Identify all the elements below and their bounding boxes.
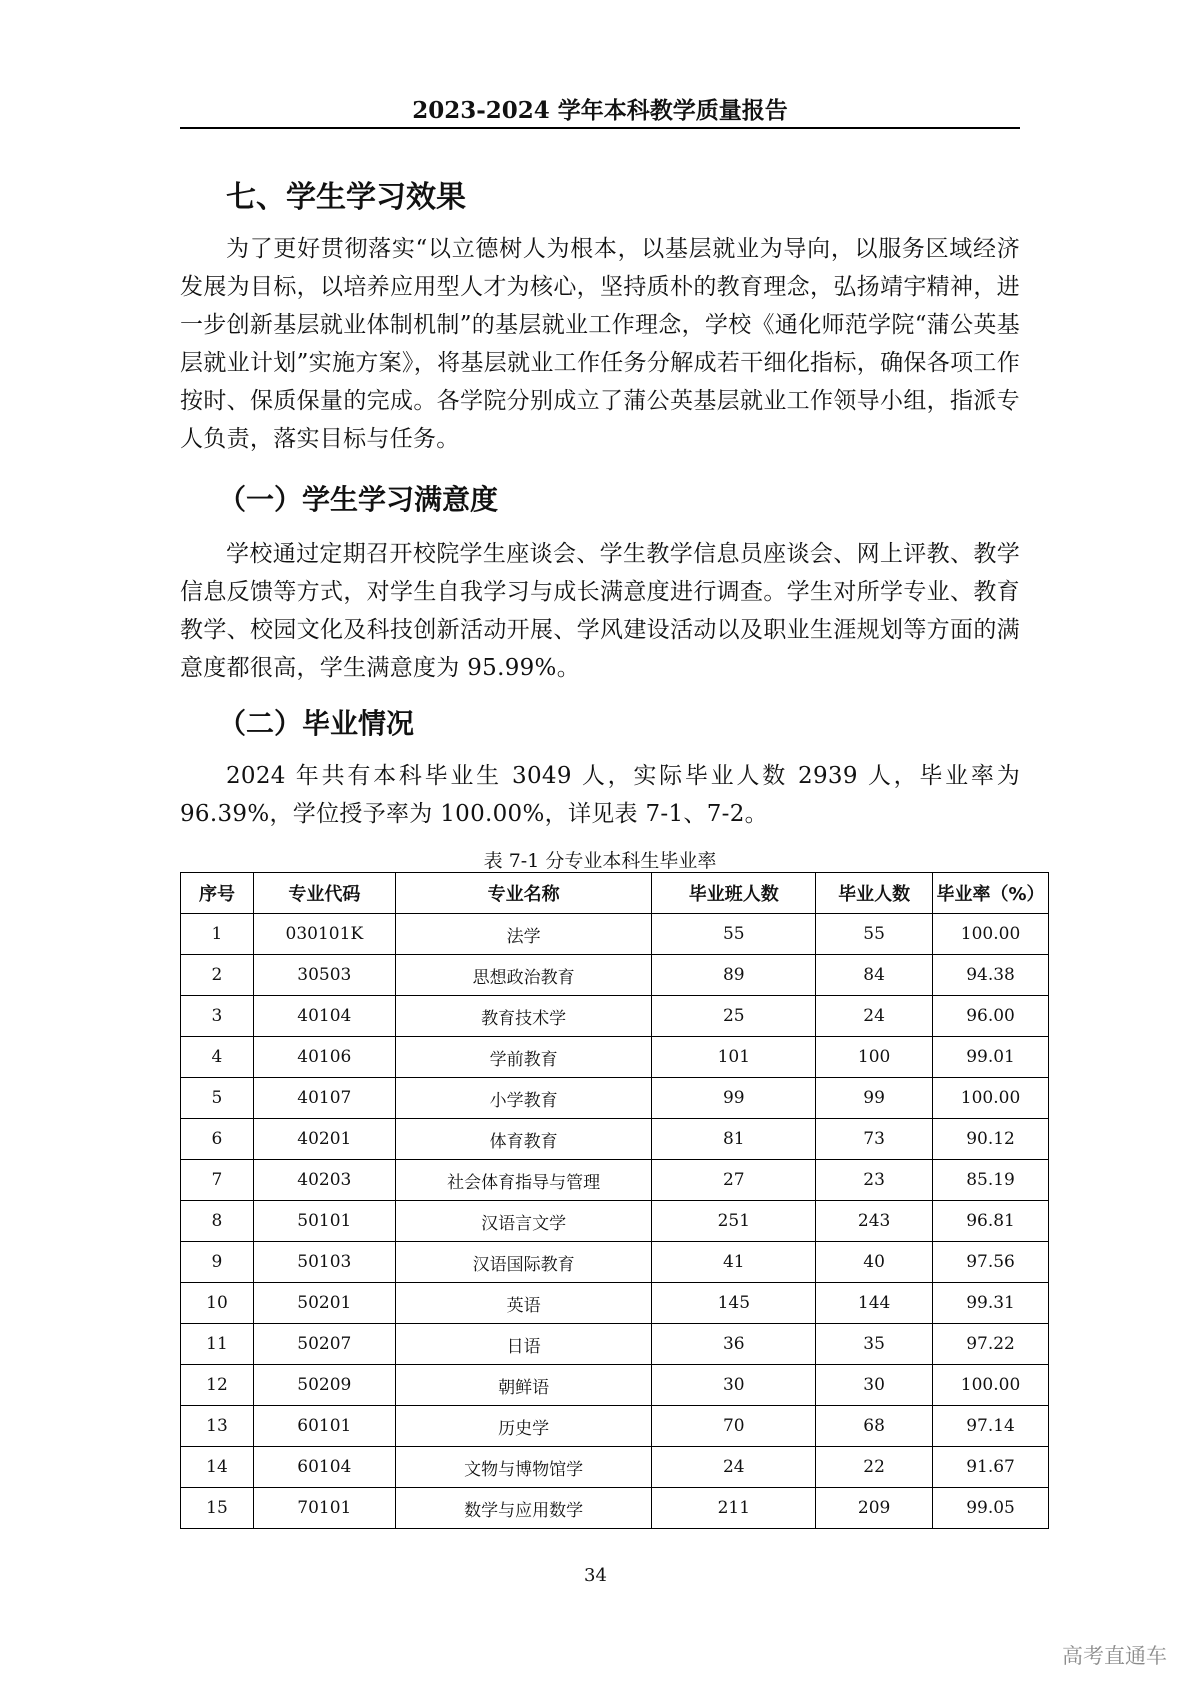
table-row	[181, 1324, 1049, 1365]
satisfaction-paragraph: 学校通过定期召开校院学生座谈会、学生教学信息员座谈会、网上评教、教学信息反馈等方式，对学生自我学习与成长满意度进行调查。学生对所学专业、教育教学、校园文化及科技创新活动开展、学风建设活动以及职业生涯规划等方面的满意度都很高，学生满意度为 95.99%。	[180, 541, 1020, 681]
page-number: 34	[584, 1565, 607, 1586]
cell-major: 汉语言文学	[395, 1201, 652, 1242]
cell-class-size: 101	[652, 1037, 816, 1078]
table-row	[181, 1365, 1049, 1406]
cell-major: 思想政治教育	[395, 955, 652, 996]
table-row	[181, 955, 1049, 996]
cell-code: 50101	[253, 1201, 395, 1242]
cell-major: 小学教育	[395, 1078, 652, 1119]
cell-code: 70101	[253, 1488, 395, 1529]
cell-graduates: 24	[816, 996, 933, 1037]
cell-graduates: 100	[816, 1037, 933, 1078]
table-row	[181, 1283, 1049, 1324]
cell-graduates: 68	[816, 1406, 933, 1447]
col-header-class-size: 毕业班人数	[652, 873, 816, 914]
section-title: 七、学生学习效果	[226, 180, 466, 215]
cell-graduates: 84	[816, 955, 933, 996]
cell-index: 7	[181, 1160, 254, 1201]
cell-code: 50201	[253, 1283, 395, 1324]
cell-index: 13	[181, 1406, 254, 1447]
cell-graduates: 243	[816, 1201, 933, 1242]
cell-index: 9	[181, 1242, 254, 1283]
cell-graduates: 55	[816, 914, 933, 955]
cell-major: 文物与博物馆学	[395, 1447, 652, 1488]
table-row	[181, 1488, 1049, 1529]
cell-rate: 99.05	[933, 1488, 1049, 1529]
cell-graduates: 144	[816, 1283, 933, 1324]
cell-index: 12	[181, 1365, 254, 1406]
table-row	[181, 1078, 1049, 1119]
cell-rate: 85.19	[933, 1160, 1049, 1201]
col-header-major: 专业名称	[395, 873, 652, 914]
cell-index: 15	[181, 1488, 254, 1529]
cell-index: 5	[181, 1078, 254, 1119]
cell-code: 40106	[253, 1037, 395, 1078]
cell-index: 6	[181, 1119, 254, 1160]
col-header-index: 序号	[181, 873, 254, 914]
cell-rate: 91.67	[933, 1447, 1049, 1488]
subsection-title-graduation: （二）毕业情况	[218, 707, 415, 740]
cell-rate: 97.14	[933, 1406, 1049, 1447]
col-header-code: 专业代码	[253, 873, 395, 914]
report-header: 2023-2024 学年本科教学质量报告	[412, 97, 788, 124]
cell-graduates: 22	[816, 1447, 933, 1488]
cell-code: 50207	[253, 1324, 395, 1365]
table-header-row	[181, 873, 1049, 914]
table-row	[181, 1160, 1049, 1201]
cell-index: 11	[181, 1324, 254, 1365]
cell-class-size: 211	[652, 1488, 816, 1529]
table-body	[181, 914, 1049, 1529]
cell-index: 10	[181, 1283, 254, 1324]
cell-code: 40201	[253, 1119, 395, 1160]
cell-index: 4	[181, 1037, 254, 1078]
cell-class-size: 251	[652, 1201, 816, 1242]
cell-code: 50209	[253, 1365, 395, 1406]
cell-class-size: 27	[652, 1160, 816, 1201]
subsection-title-satisfaction: （一）学生学习满意度	[218, 483, 499, 516]
cell-code: 40107	[253, 1078, 395, 1119]
cell-class-size: 25	[652, 996, 816, 1037]
cell-index: 8	[181, 1201, 254, 1242]
cell-graduates: 30	[816, 1365, 933, 1406]
cell-rate: 100.00	[933, 914, 1049, 955]
cell-rate: 94.38	[933, 955, 1049, 996]
cell-rate: 97.22	[933, 1324, 1049, 1365]
cell-graduates: 40	[816, 1242, 933, 1283]
col-header-graduates: 毕业人数	[816, 873, 933, 914]
cell-graduates: 209	[816, 1488, 933, 1529]
cell-code: 50103	[253, 1242, 395, 1283]
cell-class-size: 99	[652, 1078, 816, 1119]
col-header-rate: 毕业率（%）	[933, 873, 1049, 914]
watermark: 高考直通车	[1062, 1644, 1167, 1668]
cell-class-size: 89	[652, 955, 816, 996]
cell-major: 汉语国际教育	[395, 1242, 652, 1283]
cell-graduates: 23	[816, 1160, 933, 1201]
cell-major: 法学	[395, 914, 652, 955]
cell-class-size: 145	[652, 1283, 816, 1324]
cell-major: 社会体育指导与管理	[395, 1160, 652, 1201]
cell-rate: 96.81	[933, 1201, 1049, 1242]
cell-index: 3	[181, 996, 254, 1037]
table-row	[181, 1037, 1049, 1078]
cell-class-size: 55	[652, 914, 816, 955]
header-rule	[180, 127, 1020, 129]
cell-index: 1	[181, 914, 254, 955]
cell-rate: 96.00	[933, 996, 1049, 1037]
cell-rate: 100.00	[933, 1078, 1049, 1119]
cell-class-size: 41	[652, 1242, 816, 1283]
cell-major: 体育教育	[395, 1119, 652, 1160]
cell-code: 030101K	[253, 914, 395, 955]
cell-index: 2	[181, 955, 254, 996]
cell-rate: 99.31	[933, 1283, 1049, 1324]
cell-class-size: 30	[652, 1365, 816, 1406]
table-row	[181, 1242, 1049, 1283]
cell-class-size: 24	[652, 1447, 816, 1488]
cell-major: 历史学	[395, 1406, 652, 1447]
cell-code: 60104	[253, 1447, 395, 1488]
cell-major: 学前教育	[395, 1037, 652, 1078]
cell-code: 60101	[253, 1406, 395, 1447]
cell-rate: 100.00	[933, 1365, 1049, 1406]
table-row	[181, 914, 1049, 955]
table-row	[181, 1119, 1049, 1160]
intro-paragraph: 为了更好贯彻落实“以立德树人为根本，以基层就业为导向，以服务区域经济发展为目标，以培养应用型人才为核心，坚持质朴的教育理念，弘扬靖宇精神，进一步创新基层就业体制机制”的基层就业工作理念，学校《通化师范学院“蒲公英基层就业计划”实施方案》，将基层就业工作任务分解成若干细化指标，确保各项工作按时、保质保量的完成。各学院分别成立了蒲公英基层就业工作领导小组，指派专人负责，落实目标与任务。	[180, 236, 1020, 452]
cell-graduates: 99	[816, 1078, 933, 1119]
cell-rate: 90.12	[933, 1119, 1049, 1160]
cell-rate: 99.01	[933, 1037, 1049, 1078]
cell-class-size: 81	[652, 1119, 816, 1160]
cell-major: 朝鲜语	[395, 1365, 652, 1406]
table-row	[181, 1406, 1049, 1447]
cell-major: 教育技术学	[395, 996, 652, 1037]
graduation-paragraph: 2024 年共有本科毕业生 3049 人，实际毕业人数 2939 人，毕业率为 96.39%，学位授予率为 100.00%，详见表 7-1、7-2。	[180, 763, 1020, 827]
table-row	[181, 996, 1049, 1037]
cell-rate: 97.56	[933, 1242, 1049, 1283]
table-row	[181, 1447, 1049, 1488]
cell-major: 数学与应用数学	[395, 1488, 652, 1529]
cell-code: 30503	[253, 955, 395, 996]
cell-major: 日语	[395, 1324, 652, 1365]
table-row	[181, 1201, 1049, 1242]
cell-graduates: 73	[816, 1119, 933, 1160]
cell-index: 14	[181, 1447, 254, 1488]
cell-class-size: 36	[652, 1324, 816, 1365]
cell-code: 40203	[253, 1160, 395, 1201]
graduation-rate-table	[180, 872, 1049, 1529]
cell-code: 40104	[253, 996, 395, 1037]
table-caption: 表 7-1 分专业本科生毕业率	[483, 850, 717, 872]
cell-graduates: 35	[816, 1324, 933, 1365]
cell-class-size: 70	[652, 1406, 816, 1447]
cell-major: 英语	[395, 1283, 652, 1324]
